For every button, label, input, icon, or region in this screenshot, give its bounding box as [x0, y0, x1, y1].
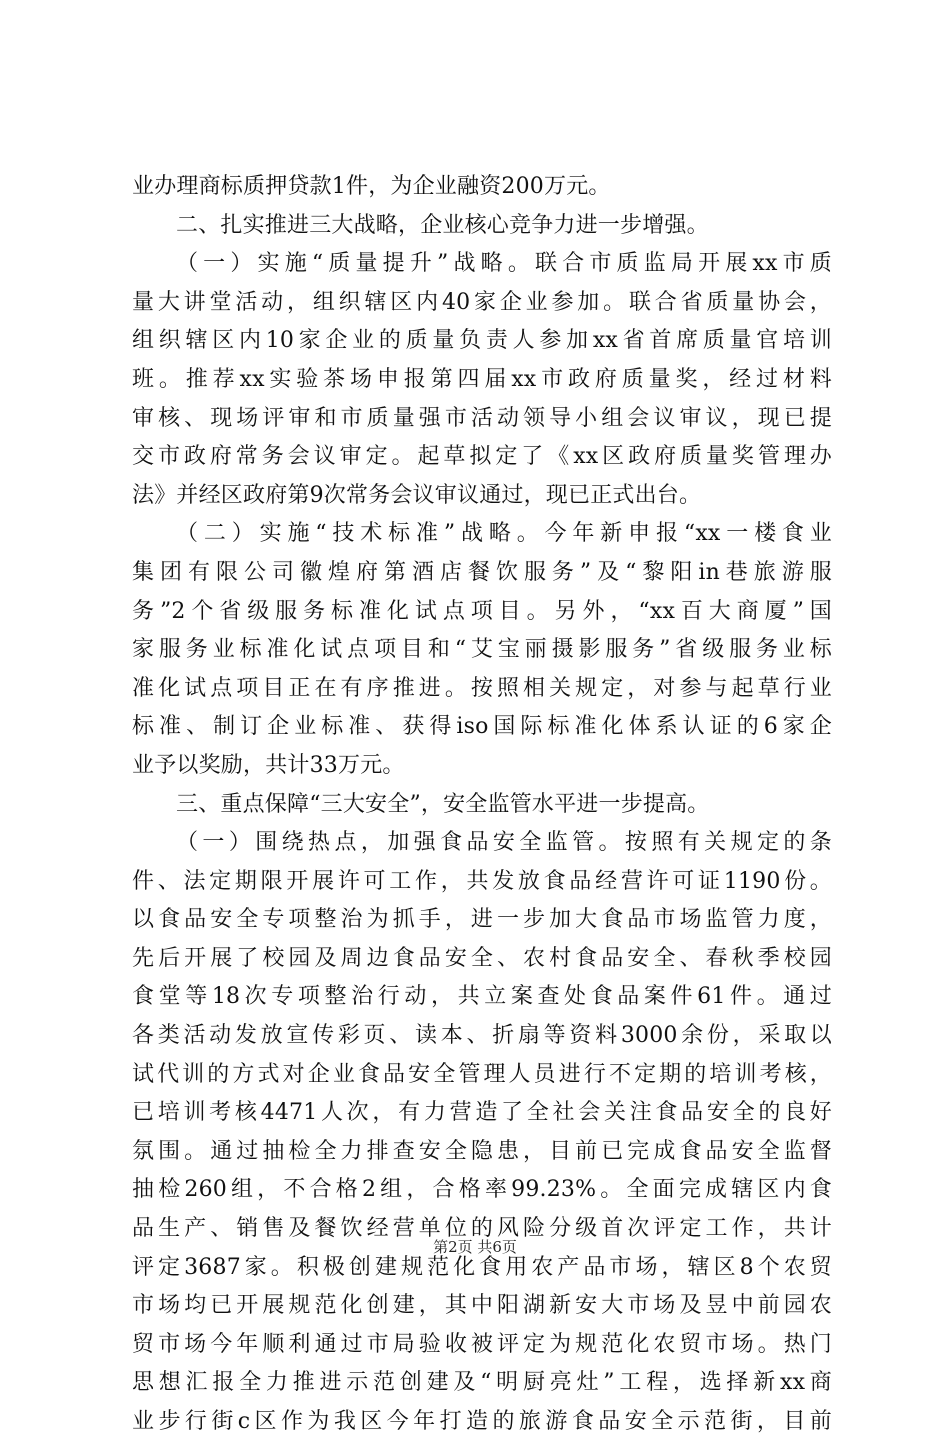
text-line: 标准、制订企业标准、获得iso国际标准化体系认证的6家企 [132, 714, 832, 740]
text-line: 贸市场今年顺利通过市局验收被评定为规范化农贸市场。热门 [132, 1331, 832, 1357]
text-line: 业步行街c区作为我区今年打造的旅游食品安全示范街，目前 [132, 1409, 832, 1434]
text-line: （一）实施“质量提升”战略。联合市质监局开展xx市质 [176, 251, 832, 277]
text-line: 思想汇报全力推进示范创建及“明厨亮灶”工程，选择新xx商 [132, 1370, 832, 1396]
text-line: 已培训考核4471人次，有力营造了全社会关注食品安全的良好 [132, 1100, 832, 1126]
text-line: 食堂等18次专项整治行动，共立案查处食品案件61件。通过 [132, 984, 832, 1010]
text-line: 务”2个省级服务标准化试点项目。另外，“xx百大商厦”国 [132, 598, 832, 624]
text-line: 件、法定期限开展许可工作，共发放食品经营许可证1190份。 [132, 868, 832, 894]
text-line: 品生产、销售及餐饮经营单位的风险分级首次评定工作，共计 [132, 1216, 832, 1242]
text-line: 氛围。通过抽检全力排查安全隐患，目前已完成食品安全监督 [132, 1138, 832, 1164]
text-line: （二）实施“技术标准”战略。今年新申报“xx一楼食业 [176, 521, 832, 547]
text-line: 集团有限公司徽煌府第酒店餐饮服务”及“黎阳in巷旅游服 [132, 559, 832, 585]
text-line: 业办理商标质押贷款1件，为企业融资200万元。 [132, 174, 611, 199]
text-line: 班。推荐xx实验茶场申报第四届xx市政府质量奖，经过材料 [132, 366, 832, 392]
text-line: 审核、现场评审和市质量强市活动领导小组会议审议，现已提 [132, 405, 832, 431]
text-line: 交市政府常务会议审定。起草拟定了《xx区政府质量奖管理办 [132, 444, 832, 470]
text-line: 市场均已开展规范化创建，其中阳湖新安大市场及昱中前园农 [132, 1293, 832, 1319]
text-line: 家服务业标准化试点项目和“艾宝丽摄影服务”省级服务业标 [132, 637, 832, 663]
text-line: 以食品安全专项整治为抓手，进一步加大食品市场监管力度， [132, 907, 832, 933]
page-footer: 第2页 共6页 [433, 1238, 517, 1256]
text-line: 试代训的方式对企业食品安全管理人员进行不定期的培训考核， [132, 1061, 832, 1087]
text-line: 先后开展了校园及周边食品安全、农村食品安全、春秋季校园 [132, 945, 832, 971]
text-line: 各类活动发放宣传彩页、读本、折扇等资料3000余份，采取以 [132, 1023, 832, 1049]
text-line: 二、扎实推进三大战略，企业核心竞争力进一步增强。 [176, 212, 709, 238]
text-line: 准化试点项目正在有序推进。按照相关规定，对参与起草行业 [132, 675, 832, 701]
text-line: 三、重点保障“三大安全”，安全监管水平进一步提高。 [176, 791, 710, 817]
text-line: 业予以奖励，共计33万元。 [132, 752, 405, 778]
text-line: 抽检260组，不合格2组，合格率99.23%。全面完成辖区内食 [132, 1177, 832, 1203]
text-line: 法》并经区政府第9次常务会议审议通过，现已正式出台。 [132, 482, 702, 508]
text-line: 量大讲堂活动，组织辖区内40家企业参加。联合省质量协会， [132, 289, 832, 315]
text-line: （一）围绕热点，加强食品安全监管。按照有关规定的条 [176, 830, 832, 856]
text-line: 评定3687家。积极创建规范化食用农产品市场，辖区8个农贸 [132, 1254, 832, 1280]
text-line: 组织辖区内10家企业的质量负责人参加xx省首席质量官培训 [132, 328, 832, 354]
